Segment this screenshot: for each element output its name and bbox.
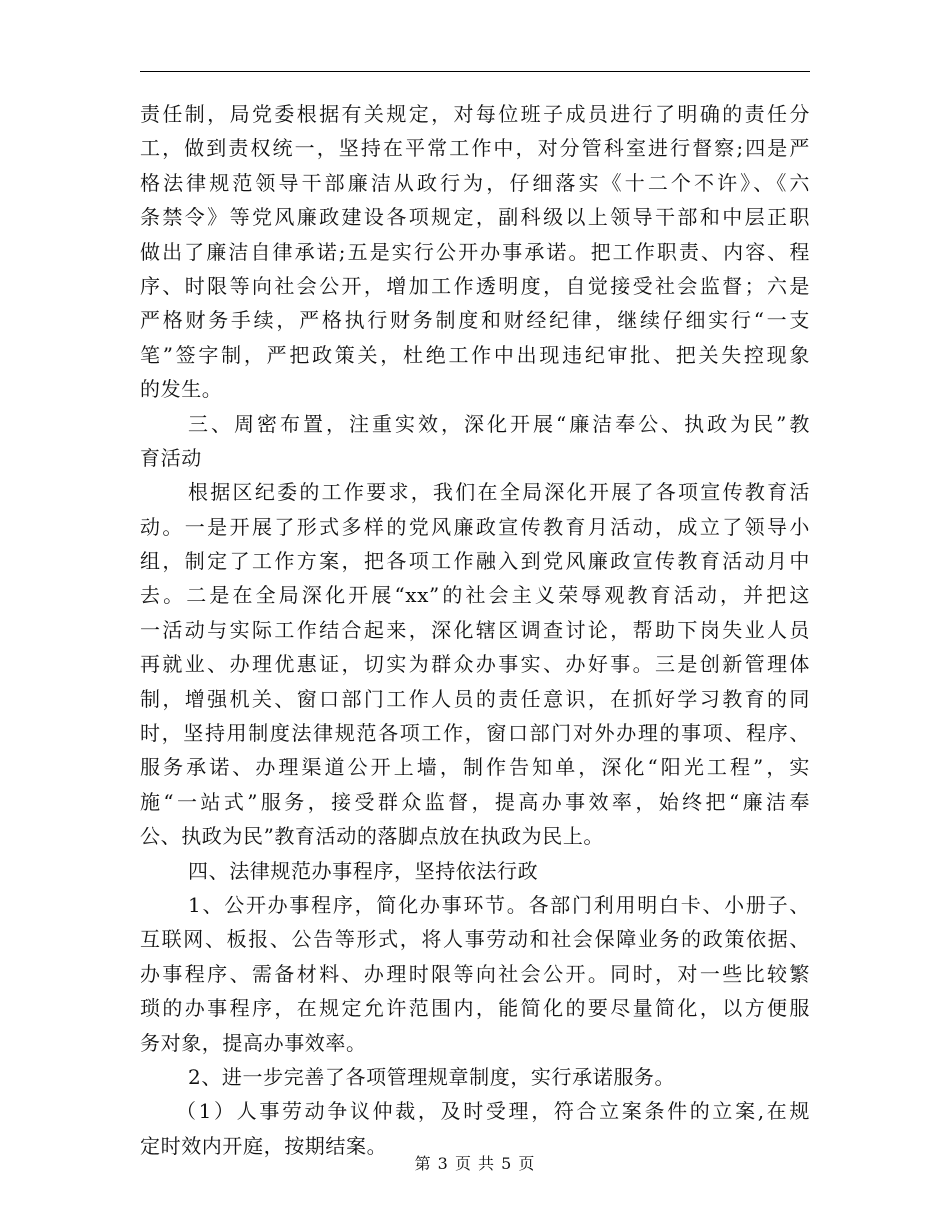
paragraph-line: 根据区纪委的工作要求，我们在全局深化开展了各项宣传教育活 <box>188 480 810 505</box>
paragraph-line: 再就业、办理优惠证，切实为群众办事实、办好事。三是创新管理体 <box>140 652 810 677</box>
paragraph-line: 1、公开办事程序，简化办事环节。各部门利用明白卡、小册子、 <box>188 892 810 917</box>
paragraph-line: 办事程序、需备材料、办理时限等向社会公开。同时，对一些比较繁 <box>140 961 810 986</box>
document-body <box>140 97 810 1163</box>
paragraph-line: 的发生。 <box>140 377 223 402</box>
paragraph-line: 服务承诺、办理渠道公开上墙，制作告知单，深化“阳光工程”，实 <box>140 755 810 780</box>
paragraph-line: 务对象，提高办事效率。 <box>140 1030 367 1055</box>
paragraph-line: 公、执政为民”教育活动的落脚点放在执政为民上。 <box>140 824 605 849</box>
paragraph-line: （1）人事劳动争议仲裁，及时受理，符合立案条件的立案,在规 <box>176 1099 810 1124</box>
paragraph-line: 时，坚持用制度法律规范各项工作，窗口部门对外办理的事项、程序、 <box>140 721 810 746</box>
paragraph-line: 严格财务手续，严格执行财务制度和财经纪律，继续仔细实行“一支 <box>140 308 810 333</box>
paragraph-line: 责任制，局党委根据有关规定，对每位班子成员进行了明确的责任分 <box>140 102 810 126</box>
paragraph-line: 动。一是开展了形式多样的党风廉政宣传教育月活动，成立了领导小 <box>140 514 810 539</box>
section-heading-3-cont: 育活动 <box>140 445 202 470</box>
section-heading-3: 三、周密布置，注重实效，深化开展“廉洁奉公、执政为民”教 <box>188 411 810 436</box>
paragraph-line: 一活动与实际工作结合起来，深化辖区调查讨论，帮助下岗失业人员 <box>140 617 810 642</box>
page-number-footer: 第 3 页 共 5 页 <box>414 1154 536 1173</box>
paragraph-line: 互联网、板报、公告等形式，将人事劳动和社会保障业务的政策依据、 <box>140 927 810 952</box>
paragraph-line: 笔”签字制，严把政策关，杜绝工作中出现违纪审批、把关失控现象 <box>140 342 810 367</box>
paragraph-line: 序、时限等向社会公开，增加工作透明度，自觉接受社会监督；六是 <box>140 273 810 298</box>
paragraph-line: 2、进一步完善了各项管理规章制度，实行承诺服务。 <box>188 1064 676 1089</box>
paragraph-line: 琐的办事程序，在规定允许范围内，能简化的要尽量简化，以方便服 <box>140 996 810 1021</box>
paragraph-line: 条禁令》等党风廉政建设各项规定，副科级以上领导干部和中层正职 <box>140 205 810 230</box>
paragraph-line: 定时效内开庭，按期结案。 <box>140 1133 388 1158</box>
header-rule <box>140 71 810 72</box>
paragraph-line: 施“一站式”服务，接受群众监督，提高办事效率，始终把“廉洁奉 <box>140 789 810 814</box>
section-heading-4: 四、法律规范办事程序，坚持依法行政 <box>188 858 539 883</box>
paragraph-line: 工，做到责权统一，坚持在平常工作中，对分管科室进行督察;四是严 <box>140 136 810 161</box>
paragraph-line: 去。二是在全局深化开展“xx”的社会主义荣辱观教育活动，并把这 <box>140 583 810 608</box>
paragraph-line: 做出了廉洁自律承诺;五是实行公开办事承诺。把工作职责、内容、程 <box>140 239 810 264</box>
paragraph-line: 格法律规范领导干部廉洁从政行为，仔细落实《十二个不许》、《六 <box>140 170 810 195</box>
paragraph-line: 制，增强机关、窗口部门工作人员的责任意识，在抓好学习教育的同 <box>140 686 810 711</box>
paragraph-line: 组，制定了工作方案，把各项工作融入到党风廉政宣传教育活动月中 <box>140 549 810 574</box>
